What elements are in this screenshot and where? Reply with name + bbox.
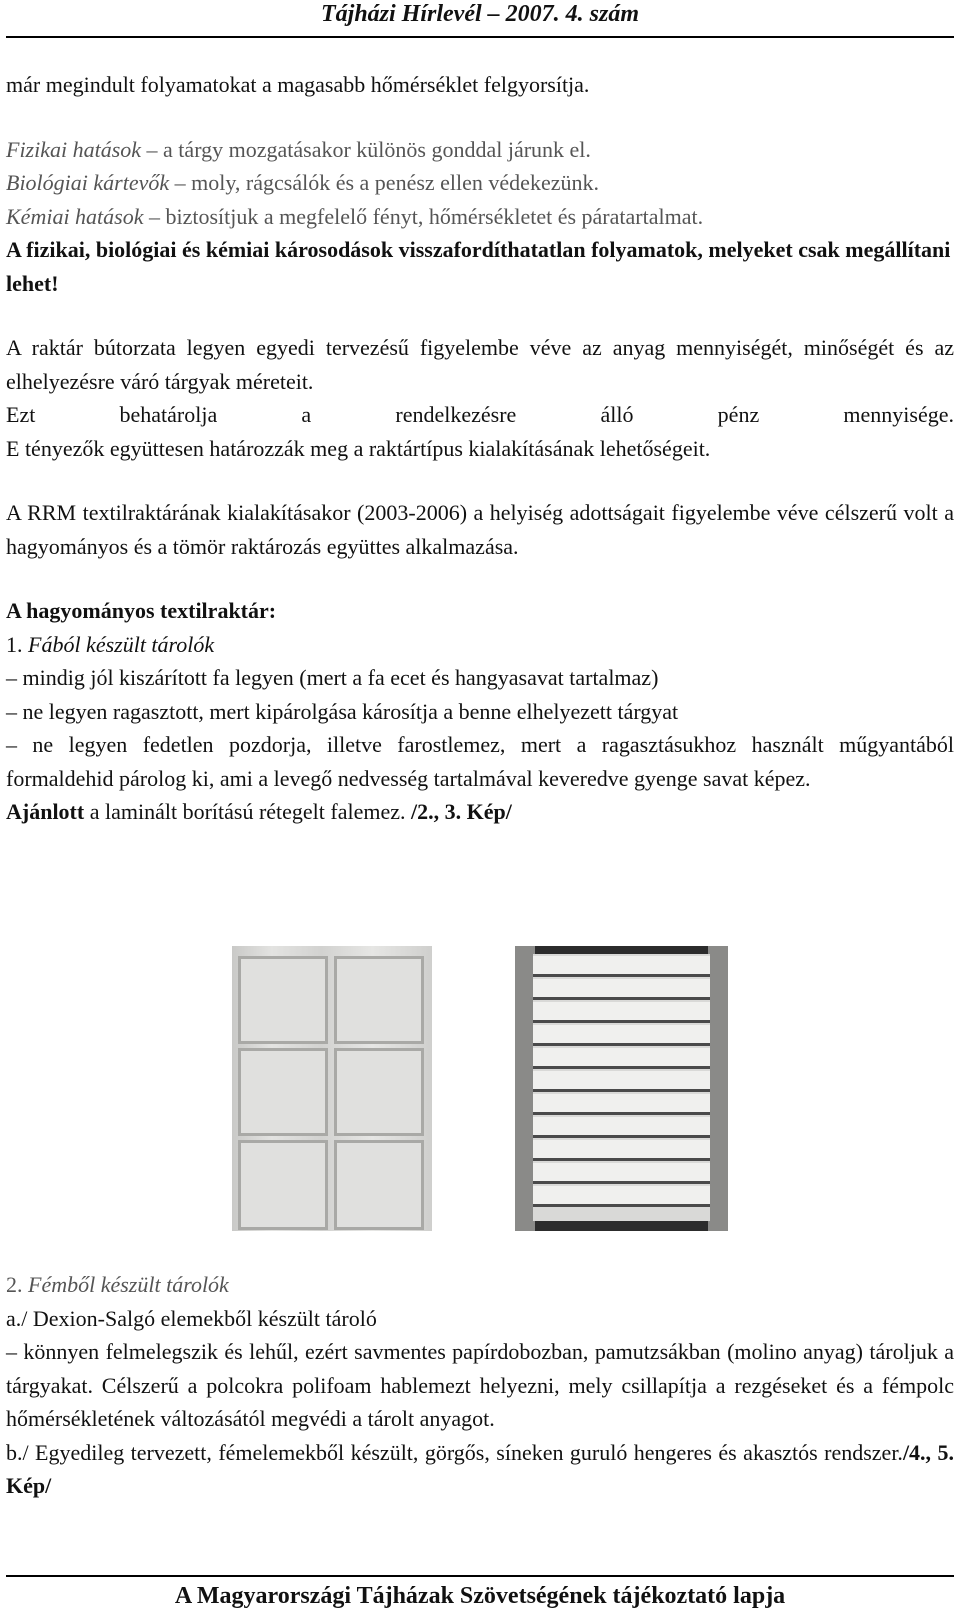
newsletter-title: Tájházi Hírlevél – 2007. 4. szám bbox=[321, 1, 639, 27]
item2-heading: 2. Fémből készült tárolók bbox=[6, 1272, 229, 1297]
item2-a-text: – könnyen felmelegszik és lehűl, ezért savmentes papírdobozban, pamutzsákban (molino anyag) tároljuk a tárgyakat. Célszerű a polcokra polifoam hablemezt helyezni, mely csillapítja a rezgéseket és a fémpolc hőmérsékletének változásától megvédi a tárolt anyagot. bbox=[6, 1339, 954, 1431]
paragraph-factors: E tényezők együttesen határozzák meg a raktártípus kialakításának lehetőségeit. bbox=[6, 435, 711, 461]
item1-line-1: – mindig jól kiszárított fa legyen (mert a fa ecet és hangyasavat tartalmaz) bbox=[6, 665, 659, 690]
drawer-cabinet-photo bbox=[515, 946, 728, 1231]
item1-line-2: – ne legyen ragasztott, mert kipárolgása károsítja a benne elhelyezett tárgyat bbox=[6, 698, 679, 724]
item2-b-text: b./ Egyedileg tervezett, fémelemekből készült, görgős, síneken guruló hengeres és akasztós rendszer./4., 5. Kép/ bbox=[6, 1439, 954, 1498]
wooden-cabinet-photo bbox=[232, 946, 432, 1231]
paragraph-rrm: A RRM textilraktárának kialakításakor (2003-2006) a helyiség adottságait figyelembe véve célszerű volt a hagyományos és a tömör raktározás együttes alkalmazása. bbox=[6, 500, 954, 559]
item1-line-3: – ne legyen fedetlen pozdorja, illetve farostlemez, mert a ragasztásukhoz használt műgyantából formaldehid párolog ki, ami a levegő nedvesség tartalmával keveredve gyenge savat képez. bbox=[6, 732, 954, 791]
effect-physical: Fizikai hatások – a tárgy mozgatásakor különös gonddal járunk el. bbox=[6, 136, 591, 162]
item2-a-heading: a./ Dexion-Salgó elemekből készült tároló bbox=[6, 1305, 377, 1331]
item1-heading: 1. Fából készült tárolók bbox=[6, 631, 215, 657]
section-heading: A hagyományos textilraktár: bbox=[6, 598, 277, 623]
metal-storage-section bbox=[6, 1268, 954, 1503]
bold-warning: A fizikai, biológiai és kémiai károsodások visszafordíthatatlan folyamatok, melyeket csak megállítani lehet! bbox=[6, 237, 951, 296]
header-rule bbox=[6, 36, 954, 38]
effect-biological: Biológiai kártevők – moly, rágcsálók és a penész ellen védekezünk. bbox=[6, 170, 599, 195]
paragraph-continuation: már megindult folyamatokat a magasabb hőmérséklet felgyorsítja. bbox=[6, 72, 590, 97]
paragraph-budget: Ezt behatárolja a rendelkezésre álló pénz mennyisége. bbox=[6, 402, 954, 427]
page-footer: A Magyarországi Tájházak Szövetségének tájékoztató lapja bbox=[174, 1583, 786, 1609]
article-body bbox=[6, 68, 954, 829]
footer-rule bbox=[6, 1575, 954, 1577]
recommendation: Ajánlott a laminált borítású rétegelt falemez. /2., 3. Kép/ bbox=[6, 799, 512, 824]
photo-row bbox=[0, 946, 960, 1236]
paragraph-storage-furniture: A raktár bútorzata legyen egyedi tervezésű figyelembe véve az anyag mennyiségét, minőségét és az elhelyezésre váró tárgyak méreteit. bbox=[6, 335, 954, 394]
effect-chemical: Kémiai hatások – biztosítjuk a megfelelő fényt, hőmérsékletet és páratartalmat. bbox=[6, 203, 704, 229]
page-header bbox=[0, 0, 960, 40]
